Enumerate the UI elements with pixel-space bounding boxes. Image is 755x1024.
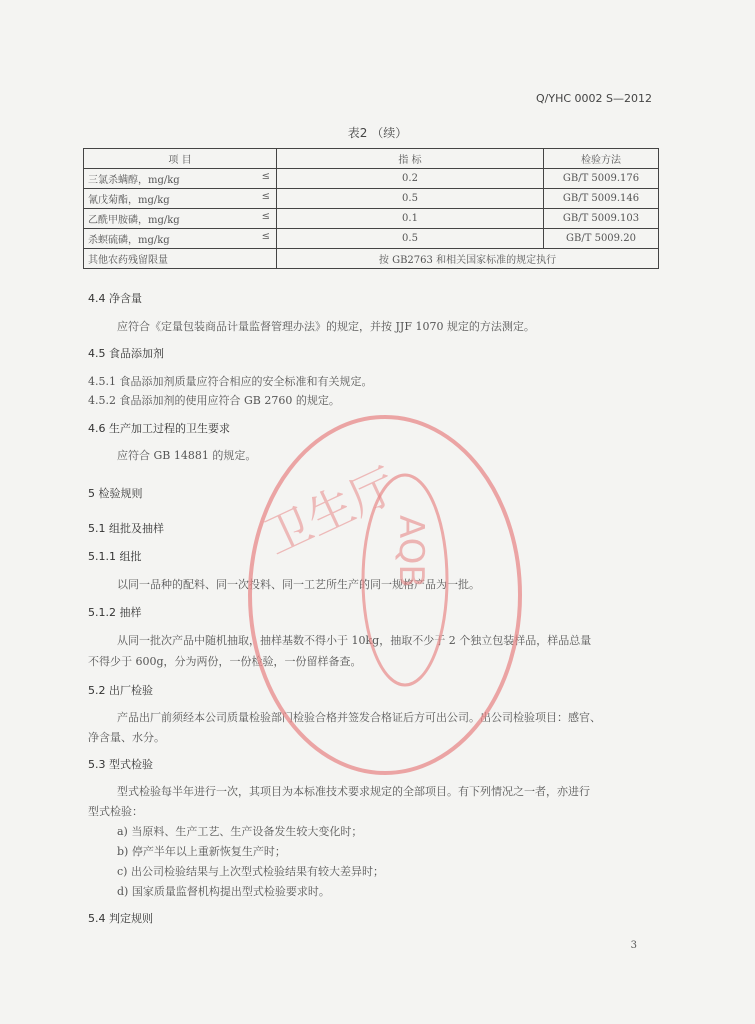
row-method: GB/T 5009.146 (544, 189, 659, 209)
row-method: GB/T 5009.20 (544, 229, 659, 249)
row-value: 0.5 (277, 189, 544, 209)
paragraph-line: 净含量、水分。 (88, 731, 165, 744)
section-heading: 5.1.1 组批 (88, 550, 142, 563)
list-item: b) 停产半年以上重新恢复生产时； (117, 845, 286, 858)
list-item: d) 国家质量监督机构提出型式检验要求时。 (117, 885, 330, 898)
paragraph-line: 型式检验每半年进行一次，其项目为本标准技术要求规定的全部项目。有下列情况之一者，亦进行 (117, 785, 590, 798)
row-item-cell (84, 229, 277, 249)
table-row (84, 229, 659, 249)
row-value: 0.2 (277, 169, 544, 189)
section-heading: 4.6 生产加工过程的卫生要求 (88, 422, 230, 435)
row-comparator: ≤ (261, 231, 270, 242)
paragraph-line: 产品出厂前须经本公司质量检验部门检验合格并签发合格证后方可出公司。出公司检验项目：感官、 (117, 711, 601, 724)
row-value: 0.5 (277, 229, 544, 249)
paragraph-line: 不得少于 600g，分为两份，一份检验，一份留样备查。 (88, 655, 362, 668)
row-item-cell (84, 209, 277, 229)
row-item: 三氯杀螨醇，mg/kg (88, 175, 180, 186)
table-header-row (84, 149, 659, 169)
section-heading: 5 检验规则 (88, 487, 143, 500)
row-item: 氰戊菊酯，mg/kg (88, 195, 170, 206)
svg-text:卫生厅: 卫生厅 (256, 457, 405, 565)
header-item: 项 目 (84, 149, 277, 169)
section-heading: 4.4 净含量 (88, 292, 142, 305)
row-method: GB/T 5009.103 (544, 209, 659, 229)
list-item: c) 出公司检验结果与上次型式检验结果有较大差异时； (117, 865, 384, 878)
paragraph: 4.5.2 食品添加剂的使用应符合 GB 2760 的规定。 (88, 394, 340, 407)
section-heading: 5.1.2 抽样 (88, 606, 142, 619)
row-value: 按 GB2763 和相关国家标准的规定执行 (277, 249, 659, 269)
section-heading: 5.2 出厂检验 (88, 684, 153, 697)
row-item: 乙酰甲胺磷，mg/kg (88, 215, 180, 226)
section-heading: 5.3 型式检验 (88, 758, 153, 771)
row-value: 0.1 (277, 209, 544, 229)
table-row (84, 189, 659, 209)
header-index: 指 标 (277, 149, 544, 169)
row-comparator: ≤ (261, 211, 270, 222)
header-method: 检验方法 (544, 149, 659, 169)
paragraph-line: 型式检验： (88, 805, 143, 818)
standard-code: Q/YHC 0002 S—2012 (536, 92, 652, 105)
table-title: 表2 （续） (347, 126, 408, 140)
table-row (84, 169, 659, 189)
page-number: 3 (630, 940, 637, 951)
paragraph: 以同一品种的配料、同一次投料、同一工艺所生产的同一规格产品为一批。 (117, 578, 480, 591)
row-item: 杀螟硫磷，mg/kg (88, 235, 170, 246)
section-heading: 5.4 判定规则 (88, 912, 153, 925)
section-heading: 4.5 食品添加剂 (88, 347, 164, 360)
list-item: a) 当原料、生产工艺、生产设备发生较大变化时； (117, 825, 363, 838)
paragraph: 应符合 GB 14881 的规定。 (117, 449, 257, 462)
row-method: GB/T 5009.176 (544, 169, 659, 189)
table-row (84, 249, 659, 269)
table-row (84, 209, 659, 229)
section-heading: 5.1 组批及抽样 (88, 522, 164, 535)
seal-stamp (235, 405, 535, 785)
row-item-cell (84, 189, 277, 209)
paragraph: 应符合《定量包装商品计量监督管理办法》的规定，并按 JJF 1070 规定的方法测定。 (117, 320, 535, 333)
row-item-cell (84, 169, 277, 189)
paragraph: 4.5.1 食品添加剂质量应符合相应的安全标准和有关规定。 (88, 375, 373, 388)
row-comparator: ≤ (261, 171, 270, 182)
svg-text:AQB: AQB (391, 515, 431, 588)
row-item: 其他农药残留限量 (84, 249, 277, 269)
pesticide-residue-table (83, 148, 659, 269)
row-comparator: ≤ (261, 191, 270, 202)
paragraph-line: 从同一批次产品中随机抽取，抽样基数不得小于 10kg，抽取不少于 2 个独立包装样品，样品总量 (117, 634, 592, 647)
